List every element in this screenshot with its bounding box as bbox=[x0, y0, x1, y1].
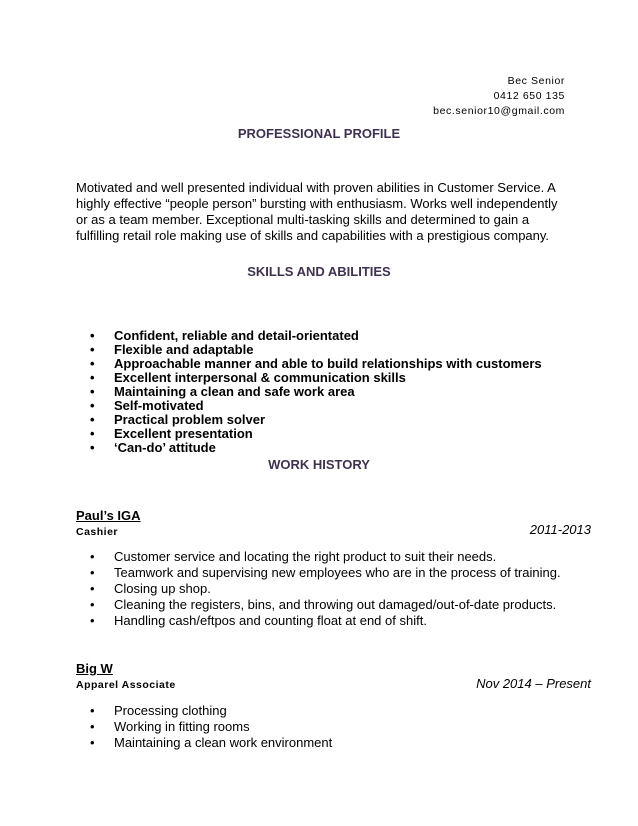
job-employer: Big W bbox=[76, 661, 113, 676]
duty-item: • Processing clothing bbox=[76, 703, 564, 719]
job-duties-list bbox=[76, 549, 564, 629]
skill-item: • Excellent presentation bbox=[76, 427, 542, 441]
duty-item: • Cleaning the registers, bins, and throwing out damaged/out-of-date products. bbox=[76, 597, 564, 613]
job-employer: Paul’s IGA bbox=[76, 508, 141, 523]
skill-item: • Self-motivated bbox=[76, 399, 542, 413]
duty-item: • Teamwork and supervising new employees who are in the process of training. bbox=[76, 565, 564, 581]
skills-heading: SKILLS AND ABILITIES bbox=[247, 264, 391, 279]
duty-item: • Closing up shop. bbox=[76, 581, 564, 597]
skill-item: • Confident, reliable and detail-orientated bbox=[76, 329, 542, 343]
work-heading: WORK HISTORY bbox=[268, 457, 370, 472]
contact-block bbox=[433, 74, 565, 119]
skill-item: • Excellent interpersonal & communication skills bbox=[76, 371, 542, 385]
profile-text: Motivated and well presented individual with proven abilities in Customer Service. A highly effective “people person” bursting with enthusiasm. Works well independently or as a team member. Exceptional multi-tasking skills and determined to gain a fulfilling retail role making use of skills and capabilities with a prestigious company. bbox=[76, 180, 558, 243]
skill-item: • ‘Can-do’ attitude bbox=[76, 441, 542, 455]
job-dates: Nov 2014 – Present bbox=[476, 676, 591, 691]
duty-item: • Handling cash/eftpos and counting float at end of shift. bbox=[76, 613, 564, 629]
duty-item: • Customer service and locating the right product to suit their needs. bbox=[76, 549, 564, 565]
duty-item: • Maintaining a clean work environment bbox=[76, 735, 564, 751]
skills-list bbox=[76, 329, 542, 455]
job-dates: 2011-2013 bbox=[529, 522, 591, 537]
skill-item: • Practical problem solver bbox=[76, 413, 542, 427]
contact-email: bec.senior10@gmail.com bbox=[433, 105, 565, 117]
contact-name: Bec Senior bbox=[507, 75, 565, 87]
duty-item: • Working in fitting rooms bbox=[76, 719, 564, 735]
skill-item: • Approachable manner and able to build relationships with customers bbox=[76, 357, 542, 371]
job-role: Cashier bbox=[76, 526, 119, 538]
contact-phone: 0412 650 135 bbox=[493, 90, 565, 102]
job-duties-list bbox=[76, 703, 564, 751]
job-role: Apparel Associate bbox=[76, 679, 176, 691]
profile-heading: PROFESSIONAL PROFILE bbox=[237, 126, 401, 141]
skill-item: • Flexible and adaptable bbox=[76, 343, 542, 357]
skill-item: • Maintaining a clean and safe work area bbox=[76, 385, 542, 399]
